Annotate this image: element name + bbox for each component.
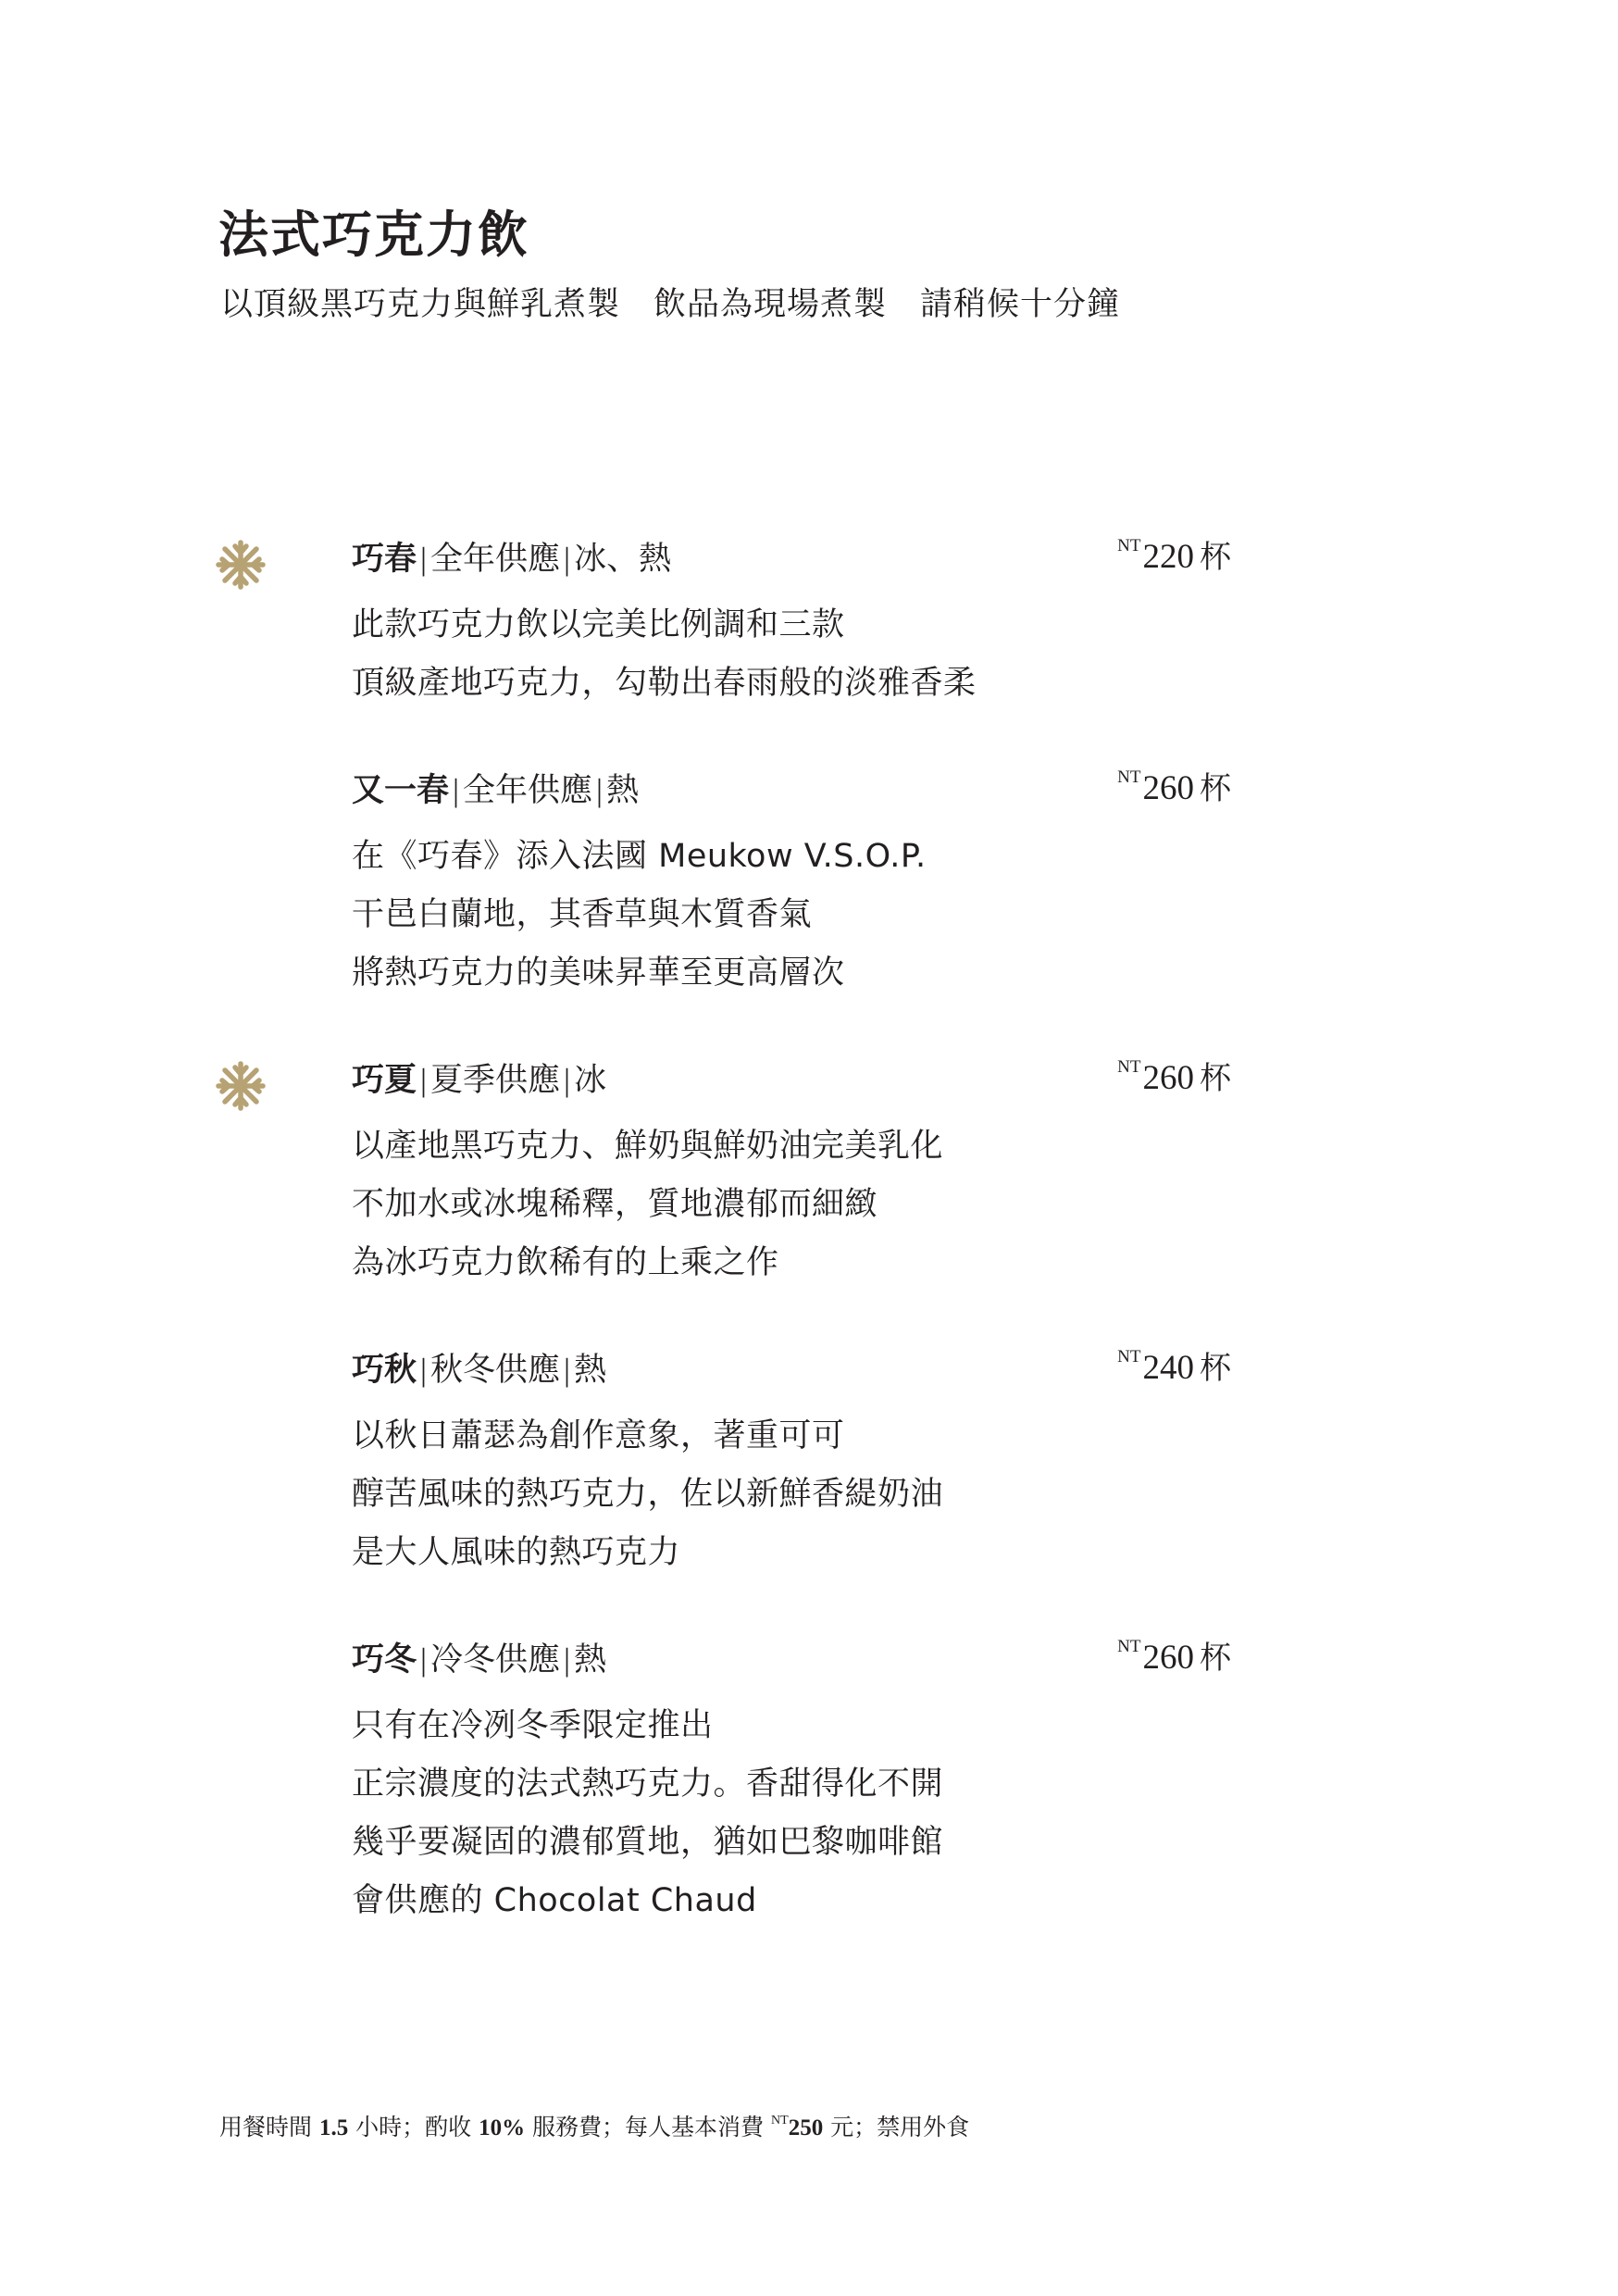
footer-number: 250 [788,2115,824,2140]
item-heading [352,1351,607,1389]
item-heading [352,771,640,809]
separator: | [420,1352,428,1388]
item-price [1092,1058,1231,1095]
snowflake-icon [213,1058,268,1114]
description-line: 是大人風味的熱巧克力 [352,1534,681,1571]
currency-label: NT [1117,1637,1141,1656]
footer-text: 元；禁用外食 [823,2114,970,2140]
item-temperature: 冰、熱 [574,541,672,578]
description-line: 醇苦風味的熱巧克力，佐以新鮮香緹奶油 [352,1476,944,1513]
description-line: 頂級產地巧克力，勾勒出春雨般的淡雅香柔 [352,665,977,702]
item-season: 冷冬供應 [430,1641,561,1678]
footer-number: 10% [479,2115,526,2140]
item-temperature: 熱 [574,1641,607,1678]
description-line: 此款巧克力飲以完美比例調和三款 [352,606,845,643]
separator: | [420,1062,428,1098]
price-unit: 杯 [1200,1350,1231,1387]
snowflake-icon [213,537,268,593]
page-title: 法式巧克力飲 [218,205,529,264]
item-price [1092,1638,1231,1675]
footer-text: 小時；酌收 [348,2114,479,2140]
item-description [352,596,977,713]
price-unit: 杯 [1200,1060,1231,1097]
separator: | [596,772,604,808]
item-name: 巧冬 [352,1641,417,1678]
footer-text: 用餐時間 [219,2114,319,2140]
item-temperature: 熱 [606,772,640,809]
item-description [352,828,927,1003]
price-value: 240 [1142,1349,1194,1387]
price-value: 220 [1142,538,1194,576]
price-value: 260 [1142,1059,1194,1097]
separator: | [420,541,428,577]
description-line: 將熱巧克力的美味昇華至更高層次 [352,955,845,992]
description-line: 幾乎要凝固的濃郁質地，猶如巴黎咖啡館 [352,1824,944,1861]
description-line: 正宗濃度的法式熱巧克力。香甜得化不開 [352,1766,944,1803]
price-unit: 杯 [1200,1640,1231,1677]
description-line: 以秋日蕭瑟為創作意象，著重可可 [352,1417,845,1454]
currency-label: NT [771,2114,789,2128]
footer-text: 服務費；每人基本消費 [525,2114,772,2140]
item-price [1092,768,1231,805]
item-description [352,1407,943,1582]
footer-notice [219,2115,969,2140]
item-season: 全年供應 [463,772,593,809]
description-line: 為冰巧克力飲稀有的上乘之作 [352,1244,779,1281]
item-season: 夏季供應 [430,1062,561,1099]
item-price [1092,1348,1231,1385]
separator: | [420,1641,428,1678]
page-subtitle: 以頂級黑巧克力與鮮乳煮製 飲品為現場煮製 請稍候十分鐘 [220,286,1121,323]
price-unit: 杯 [1200,770,1231,807]
item-name: 又一春 [352,771,450,809]
price-value: 260 [1142,1639,1194,1677]
item-description [352,1697,943,1930]
footer-number: 1.5 [318,2115,349,2140]
currency-label: NT [1117,767,1141,787]
separator: | [564,541,571,577]
description-line: 在《巧春》添入法國 Meukow V.S.O.P. [352,838,927,875]
item-price [1092,537,1231,574]
item-name: 巧春 [352,540,417,578]
separator: | [564,1352,571,1388]
separator: | [564,1641,571,1678]
currency-label: NT [1117,1347,1141,1366]
description-line: 以產地黑巧克力、鮮奶與鮮奶油完美乳化 [352,1128,944,1165]
item-temperature: 冰 [574,1062,607,1099]
item-heading [352,1643,606,1677]
item-name: 巧夏 [352,1061,417,1099]
item-season: 全年供應 [430,541,561,578]
item-temperature: 熱 [574,1352,607,1389]
description-line: 干邑白蘭地，其香草與木質香氣 [352,896,813,933]
item-description [352,1117,943,1292]
description-line: 只有在冷冽冬季限定推出 [352,1707,714,1744]
item-season: 秋冬供應 [430,1352,561,1389]
separator: | [453,772,460,808]
price-value: 260 [1142,769,1194,807]
description-line: 會供應的 Chocolat Chaud [352,1882,757,1919]
currency-label: NT [1117,1057,1141,1077]
item-name: 巧秋 [352,1351,417,1389]
price-unit: 杯 [1200,539,1231,576]
item-heading [352,1061,607,1099]
separator: | [564,1062,571,1098]
item-heading [352,540,672,578]
currency-label: NT [1117,536,1141,555]
description-line: 不加水或冰塊稀釋，質地濃郁而細緻 [352,1186,878,1223]
